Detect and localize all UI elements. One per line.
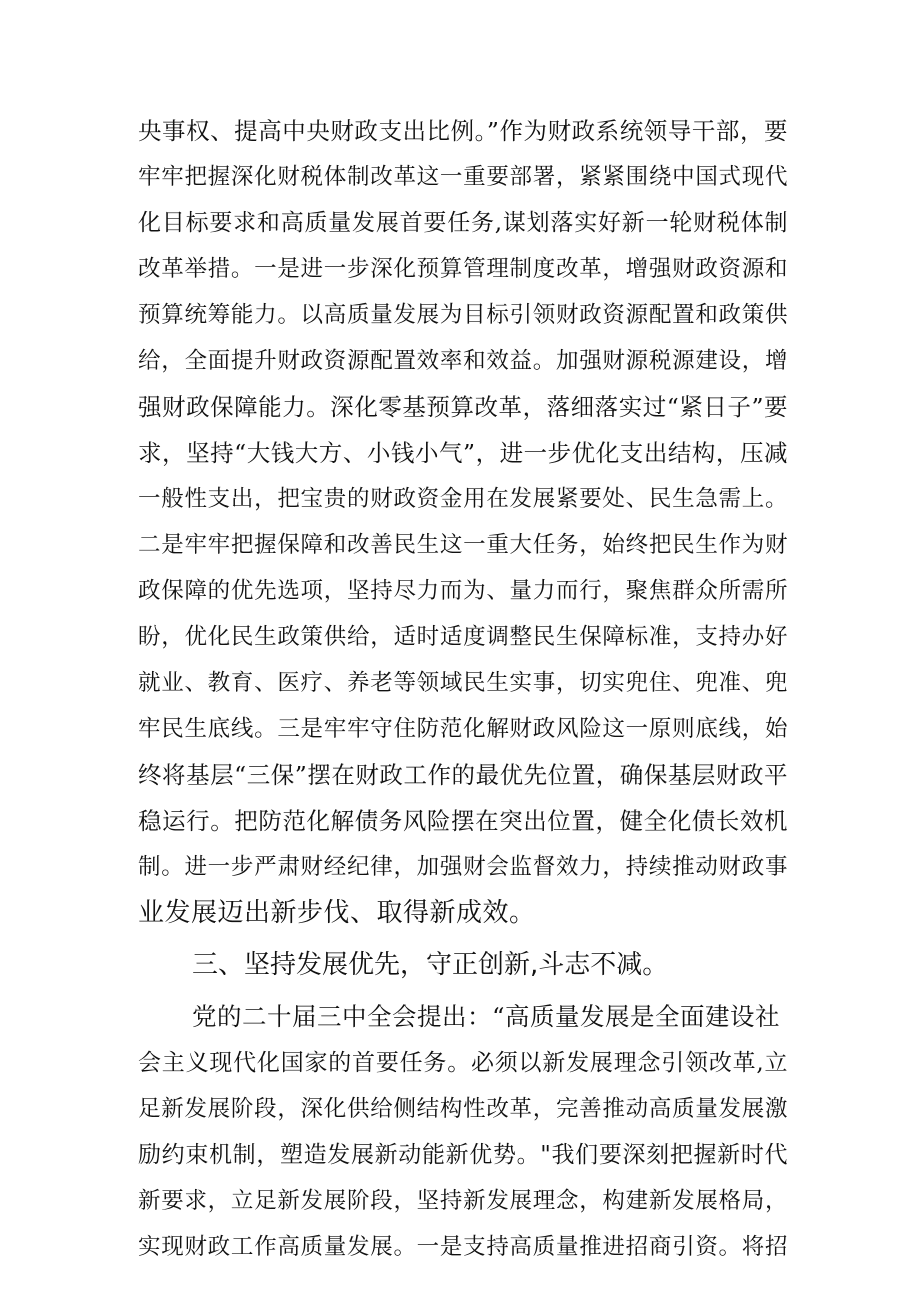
paragraph-1-line-3: 化目标要求和高质量发展首要任务,谋划落实好新一轮财税体制 — [138, 210, 788, 236]
paragraph-1-line-14: 牢民生底线。三是牢牢守住防范化解财政风险这一原则底线，始 — [138, 716, 788, 742]
paragraph-1-line-10: 二是牢牢把握保障和改善民生这一重大任务，始终把民生作为财 — [138, 532, 788, 558]
paragraph-1-line-18: 业发展迈出新步伐、取得新成效。 — [138, 898, 536, 928]
paragraph-1-line-6: 给，全面提升财政资源配置效率和效益。加强财源税源建设，增 — [138, 348, 788, 374]
paragraph-1-line-9: 一般性支出，把宝贵的财政资金用在发展紧要处、民生急需上。 — [138, 486, 788, 512]
paragraph-1-line-11: 政保障的优先选项，坚持尽力而为、量力而行，聚焦群众所需所 — [138, 578, 788, 604]
paragraph-2-line-3: 足新发展阶段，深化供给侧结构性改革，完善推动高质量发展激 — [138, 1096, 788, 1122]
paragraph-2-line-1: 党的二十届三中全会提出：“高质量发展是全面建设社 — [192, 1002, 781, 1031]
paragraph-1-line-5: 预算统筹能力。以高质量发展为目标引领财政资源配置和政策供 — [138, 302, 788, 328]
paragraph-1-line-15: 终将基层“三保”摆在财政工作的最优先位置，确保基层财政平 — [138, 761, 788, 789]
paragraph-1-line-7: 强财政保障能力。深化零基预算改革，落细落实过“紧日子”要 — [138, 393, 788, 421]
paragraph-2-line-5: 新要求，立足新发展阶段，坚持新发展理念，构建新发展格局， — [138, 1188, 788, 1214]
paragraph-2-line-2: 会主义现代化国家的首要任务。必须以新发展理念引领改革,立 — [138, 1050, 788, 1076]
paragraph-1-line-4: 改革举措。一是进一步深化预算管理制度改革，增强财政资源和 — [138, 256, 788, 282]
paragraph-1-line-2: 牢牢把握深化财税体制改革这一重要部署，紧紧围绕中国式现代 — [138, 164, 788, 190]
paragraph-1-line-1: 央事权、提高中央财政支出比例。”作为财政系统领导干部，要 — [138, 117, 788, 145]
paragraph-2-line-6: 实现财政工作高质量发展。一是支持高质量推进招商引资。将招 — [138, 1234, 788, 1260]
paragraph-1-line-13: 就业、教育、医疗、养老等领域民生实事，切实兜住、兜准、兜 — [138, 670, 788, 696]
paragraph-2-line-4: 励约束机制，塑造发展新动能新优势。"我们要深刻把握新时代 — [138, 1142, 788, 1168]
paragraph-1-line-17: 制。进一步严肃财经纪律，加强财会监督效力，持续推动财政事 — [138, 854, 788, 880]
paragraph-1-line-12: 盼，优化民生政策供给，适时适度调整民生保障标准，支持办好 — [138, 624, 788, 650]
paragraph-1-line-8: 求，坚持“大钱大方、小钱小气”，进一步优化支出结构，压减 — [138, 439, 788, 467]
paragraph-1-line-16: 稳运行。把防范化解债务风险摆在突出位置，健全化债长效机 — [138, 807, 788, 835]
section-heading: 三、坚持发展优先，守正创新,斗志不减。 — [192, 950, 669, 980]
